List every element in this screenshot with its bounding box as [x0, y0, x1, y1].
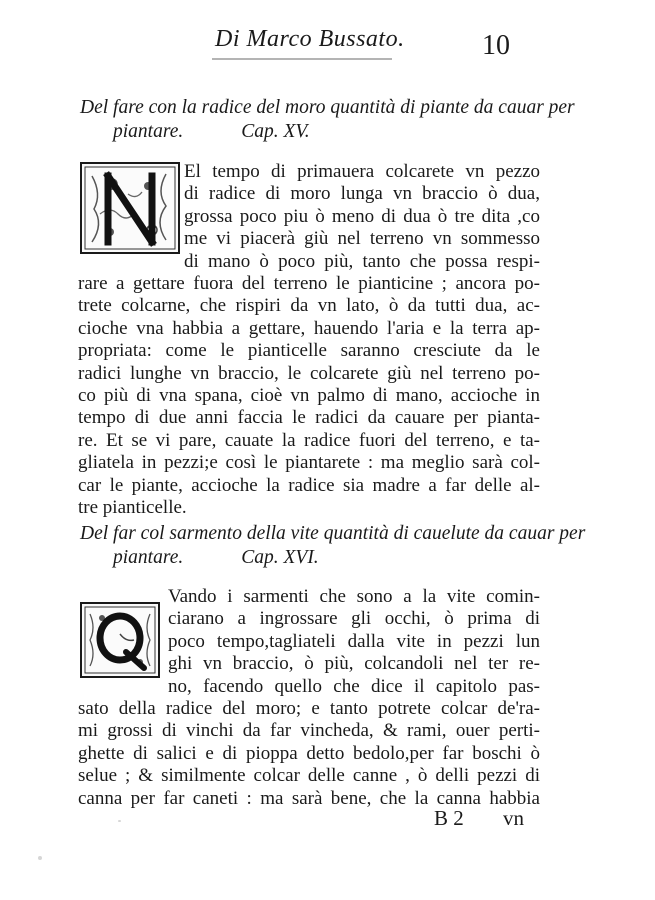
chapter-16-title-line1: Del far col sarmento della vite quantità di cauelute da cauar per: [80, 523, 586, 544]
text-line: canna per far caneti : ma sarà bene, che la canna habbia: [78, 787, 540, 809]
chapter-15-title-line1: Del fare con la radice del moro quantità di piante da cauar per: [80, 97, 575, 118]
page-number: 10: [482, 30, 510, 61]
text-line: no, facendo quello che dice il capitolo pas-: [168, 675, 540, 697]
text-line: di mano ò poco più, tanto che possa respi-: [184, 250, 540, 272]
text-line: mi grossi di vinchi da far vincheda, & rami, ouer perti-: [78, 720, 540, 742]
text-line: ghette di salici e di pioppa detto bedolo,per far boschi ò: [78, 742, 540, 764]
chapter-15-heading: [80, 96, 575, 144]
text-line: sato della radice del moro; e tanto potrete colcar de'ra-: [78, 698, 540, 720]
ink-speck: [118, 820, 121, 822]
text-line: radici lunghe vn braccio, le colcarete giù nel terreno po-: [78, 362, 540, 384]
text-line: propriata: come le pianticelle saranno cresciute da le: [78, 340, 540, 362]
ink-speck: [38, 856, 42, 860]
chapter-16-text: [78, 586, 540, 810]
text-line: car le piante, accioche la radice sia madre a far delle al-: [78, 474, 540, 496]
chapter-16-title-line2: piantare.: [113, 547, 184, 568]
text-line: ghi vn braccio, ò più, colcandoli nel ter re-: [168, 653, 540, 675]
text-line: grossa poco piu ò meno di dua ò tre dita ,co: [184, 205, 540, 227]
chapter-15-number: Cap. XV.: [241, 121, 310, 142]
signature-mark: B 2: [434, 806, 464, 830]
running-head-rule: [212, 58, 392, 60]
text-line: selue ; & similmente colcar delle canne , ò delli pezzi di: [78, 765, 540, 787]
text-line: re. Et se vi pare, cauate la radice fuori del terreno, e ta-: [78, 429, 540, 451]
chapter-15-title-line2-row: [80, 120, 560, 144]
text-line: trete colcarne, che rispiri da vn lato, ò da tutti dua, ac-: [78, 295, 540, 317]
chapter-16-heading: [80, 522, 586, 570]
catchword: vn: [503, 806, 524, 830]
text-line: Vando i sarmenti che sono a la vite comin-: [168, 586, 540, 607]
text-line: poco tempo,tagliateli dalla vite in pezzi lun: [168, 630, 540, 652]
text-line: tre pianticelle.: [78, 497, 187, 519]
text-line: ciarano a ingrossare gli occhi, ò prima di: [168, 608, 540, 630]
chapter-16-number: Cap. XVI.: [241, 547, 319, 568]
text-line: di radice di moro lunga vn braccio ò dua,: [184, 183, 540, 205]
text-line: co più di vna spana, cioè vn palmo di mano, accioche in: [78, 385, 540, 407]
chapter-15-title-line2: piantare.: [113, 121, 184, 142]
chapter-15-text: [78, 161, 540, 520]
text-line: El tempo di primauera colcarete vn pezzo: [184, 161, 540, 182]
text-line: cioche vna habbia a gettare, hauendo l'aria e la terra ap-: [78, 317, 540, 339]
running-head: Di Marco Bussato.: [215, 26, 405, 52]
text-line: rare a gettare fuora del terreno le pianticine ; ancora po-: [78, 273, 540, 295]
text-line: gliatela in pezzi;e così le piantarete : ma meglio sarà col-: [78, 452, 540, 474]
chapter-16-title-line2-row: [80, 546, 560, 570]
text-line: me vi piacerà giù nel terreno vn sommesso: [184, 228, 540, 250]
text-line: tempo di due anni faccia le radici da cauare per pianta-: [78, 407, 540, 429]
